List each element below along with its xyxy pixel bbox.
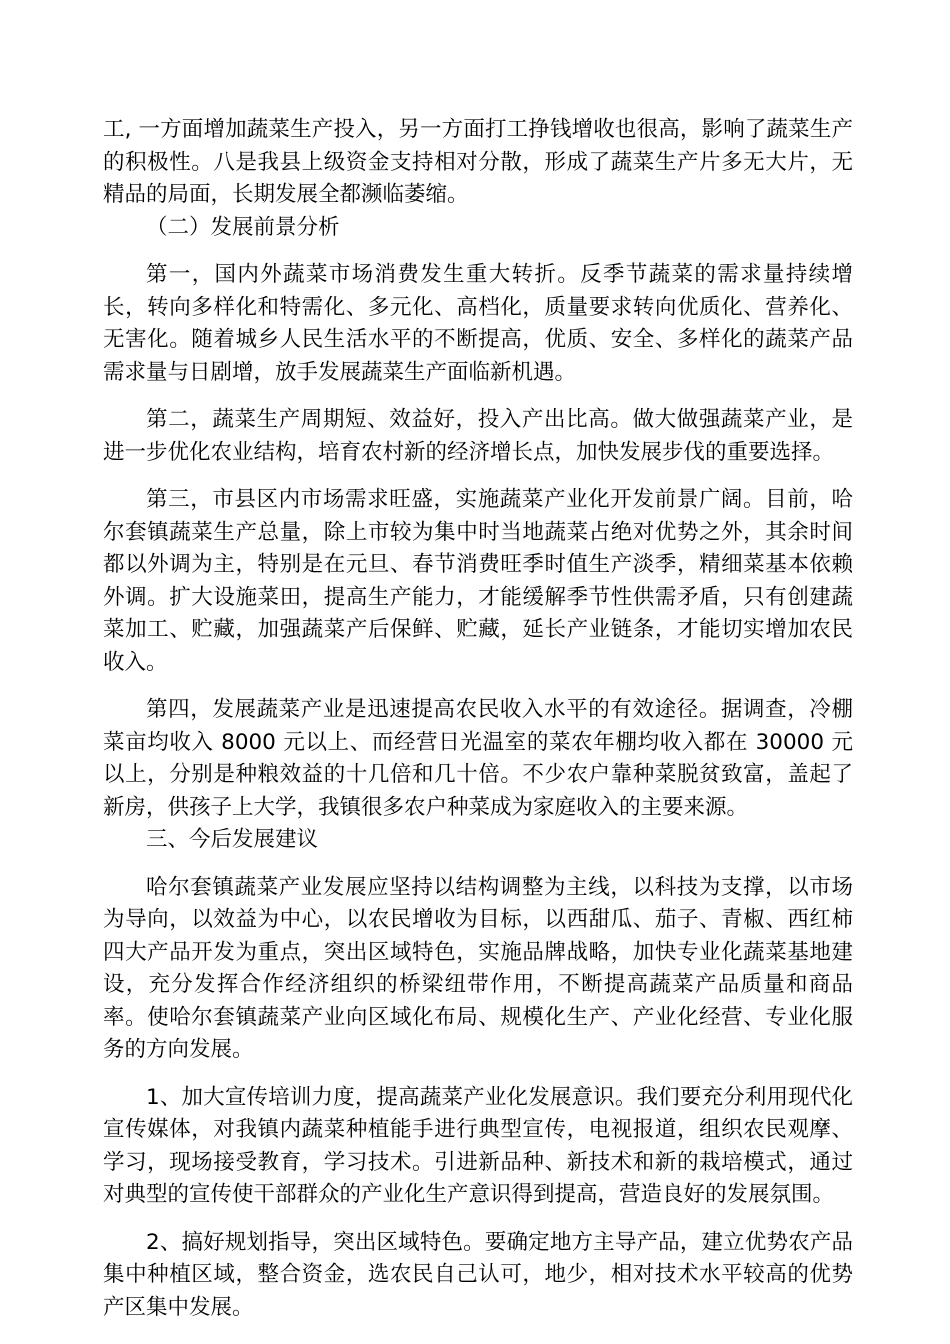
paragraph-section-three-intro: 哈尔套镇蔬菜产业发展应坚持以结构调整为主线，以科技为支撑，以市场为导向，以效益为中心，以农民增收为目标，以西甜瓜、茄子、青椒、西红柿四大产品开发为重点，突出区域特色，实施品牌战略，加快专业化蔬菜基地建设，充分发挥合作经济组织的桥梁纽带作用，不断提高蔬菜产品质量和商品率。使哈尔套镇蔬菜产业向区域化布局、规模化生产、产业化经营、专业化服务的方向发展。 [103, 874, 853, 1062]
paragraph-point-one: 第一，国内外蔬菜市场消费发生重大转折。反季节蔬菜的需求量持续增长，转向多样化和特需化、多元化、高档化，质量要求转向优质化、营养化、无害化。随着城乡人民生活水平的不断提高，优质、安全、多样化的蔬菜产品需求量与日剧增，放手发展蔬菜生产面临新机遇。 [103, 262, 853, 385]
paragraph-suggestion-one: 1、加大宣传培训力度，提高蔬菜产业化发展意识。我们要充分利用现代化宣传媒体，对我镇内蔬菜种植能手进行典型宣传，电视报道，组织农民观摩、学习，现场接受教育，学习技术。引进新品种、新技术和新的栽培模式，通过对典型的宣传使干部群众的产业化生产意识得到提高，营造良好的发展氛围。 [103, 1084, 853, 1207]
section-heading-future-suggestions: 三、今后发展建议 [146, 827, 319, 852]
paragraph-point-two: 第二，蔬菜生产周期短、效益好，投入产出比高。做大做强蔬菜产业，是进一步优化农业结构，培育农村新的经济增长点，加快发展步伐的重要选择。 [103, 407, 853, 465]
document-page [103, 114, 853, 1324]
paragraph-point-four: 第四，发展蔬菜产业是迅速提高农民收入水平的有效途径。据调查，冷棚菜亩均收入 8000 元以上、而经营日光温室的菜农年棚均收入都在 30000 元以上，分别是种粮效益的十几倍和几十倍。不少农户靠种菜脱贫致富，盖起了新房，供孩子上大学，我镇很多农户种菜成为家庭收入的主要来源。 [103, 697, 853, 820]
continued-paragraph: 工, 一方面增加蔬菜生产投入，另一方面打工挣钱增收也很高，影响了蔬菜生产的积极性。八是我县上级资金支持相对分散，形成了蔬菜生产片多无大片，无精品的局面，长期发展全都濒临萎缩。 [103, 117, 853, 207]
paragraph-point-three: 第三，市县区内市场需求旺盛，实施蔬菜产业化开发前景广阔。目前，哈尔套镇蔬菜生产总量，除上市较为集中时当地蔬菜占绝对优势之外，其余时间都以外调为主，特别是在元旦、春节消费旺季时值生产淡季，精细菜基本依赖外调。扩大设施菜田，提高生产能力，才能缓解季节性供需矛盾，只有创建蔬菜加工、贮藏，加强蔬菜产后保鲜、贮藏，延长产业链条，才能切实增加农民收入。 [103, 487, 853, 675]
paragraph-suggestion-two: 2、搞好规划指导，突出区域特色。要确定地方主导产品，建立优势农产品集中种植区域，整合资金，选农民自己认可，地少，相对技术水平较高的优势产区集中发展。 [103, 1229, 853, 1320]
section-heading-development-prospects: （二）发展前景分析 [146, 214, 340, 240]
